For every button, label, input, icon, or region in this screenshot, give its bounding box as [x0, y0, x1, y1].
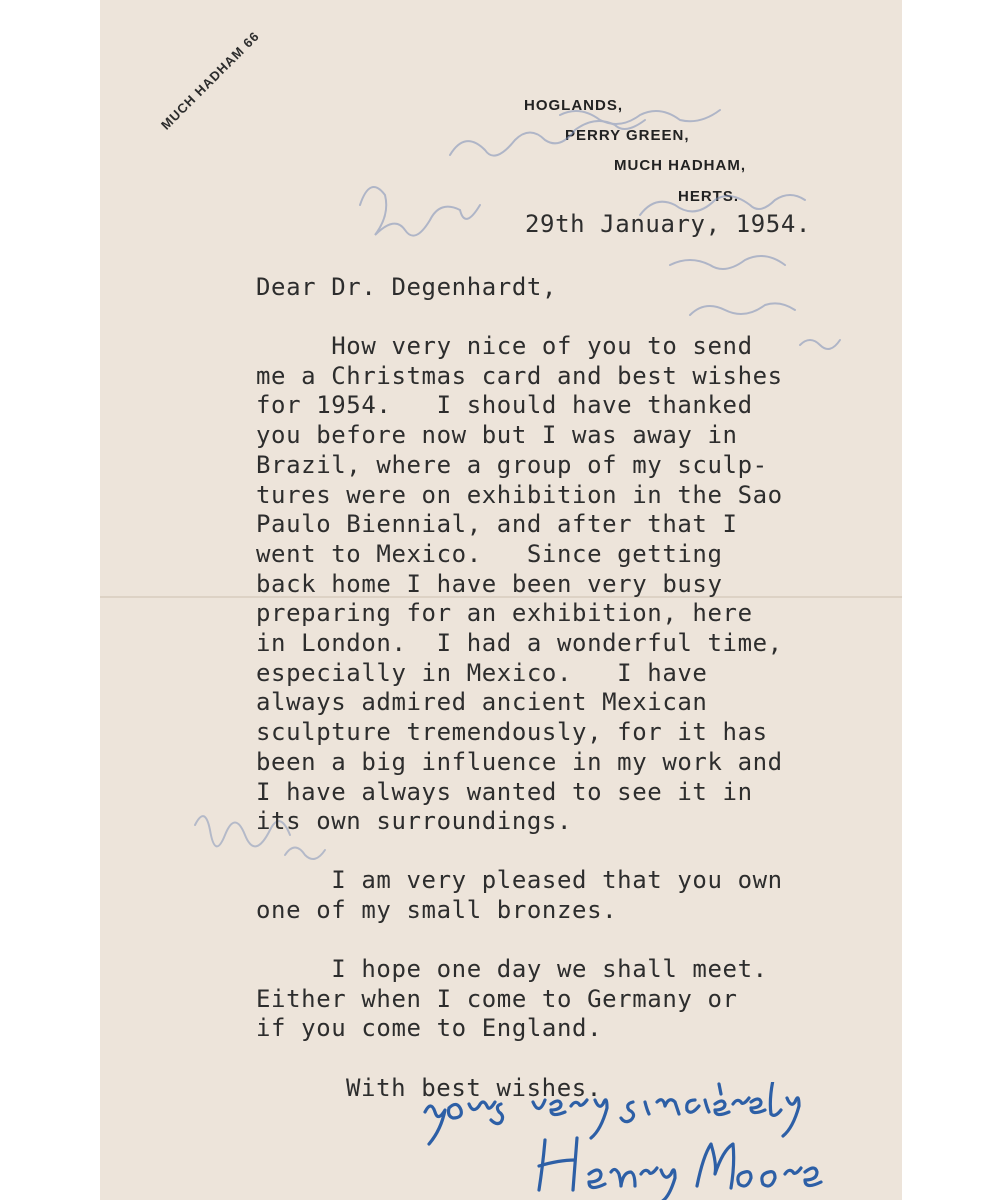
- paragraph-line: always admired ancient Mexican: [256, 688, 708, 717]
- paragraph-line: one of my small bronzes.: [256, 895, 618, 924]
- letterhead-phone: MUCH HADHAM 66: [158, 28, 263, 133]
- closing-line: With best wishes.: [346, 1074, 602, 1102]
- paragraph-line: tures were on exhibition in the Sao: [256, 480, 783, 509]
- paragraph-line: went to Mexico. Since getting: [256, 539, 723, 568]
- paragraph-line: me a Christmas card and best wishes: [256, 361, 783, 390]
- paragraph-3: [256, 955, 768, 1044]
- paragraph-line: Either when I come to Germany or: [256, 984, 738, 1013]
- paragraph-line: its own surroundings.: [256, 807, 573, 836]
- paragraph-line: I have always wanted to see it in: [256, 777, 753, 806]
- paragraph-line: I hope one day we shall meet.: [256, 955, 768, 983]
- paragraph-line: sculpture tremendously, for it has: [256, 718, 768, 747]
- paragraph-line: Brazil, where a group of my sculp-: [256, 450, 768, 479]
- address-line-1: HOGLANDS,: [524, 97, 623, 114]
- paragraph-line: if you come to England.: [256, 1014, 603, 1043]
- salutation: Dear Dr. Degenhardt,: [256, 273, 557, 301]
- paragraph-1: [256, 332, 783, 837]
- letter-date: 29th January, 1954.: [525, 210, 811, 238]
- address-line-4: HERTS.: [678, 188, 740, 205]
- paragraph-line: you before now but I was away in: [256, 421, 738, 450]
- paragraph-line: for 1954. I should have thanked: [256, 391, 753, 420]
- address-line-2: PERRY GREEN,: [565, 127, 690, 144]
- paragraph-line: in London. I had a wonderful time,: [256, 629, 783, 658]
- paragraph-line: Paulo Biennial, and after that I: [256, 510, 738, 539]
- paragraph-line: preparing for an exhibition, here: [256, 599, 753, 628]
- paragraph-2: [256, 866, 783, 925]
- paragraph-line: I am very pleased that you own: [256, 866, 783, 894]
- paragraph-line: been a big influence in my work and: [256, 747, 783, 776]
- paragraph-line: How very nice of you to send: [256, 332, 753, 360]
- paragraph-line: especially in Mexico. I have: [256, 658, 708, 687]
- address-line-3: MUCH HADHAM,: [614, 157, 746, 174]
- paragraph-line: back home I have been very busy: [256, 569, 723, 598]
- handwritten-signature: [405, 1082, 865, 1200]
